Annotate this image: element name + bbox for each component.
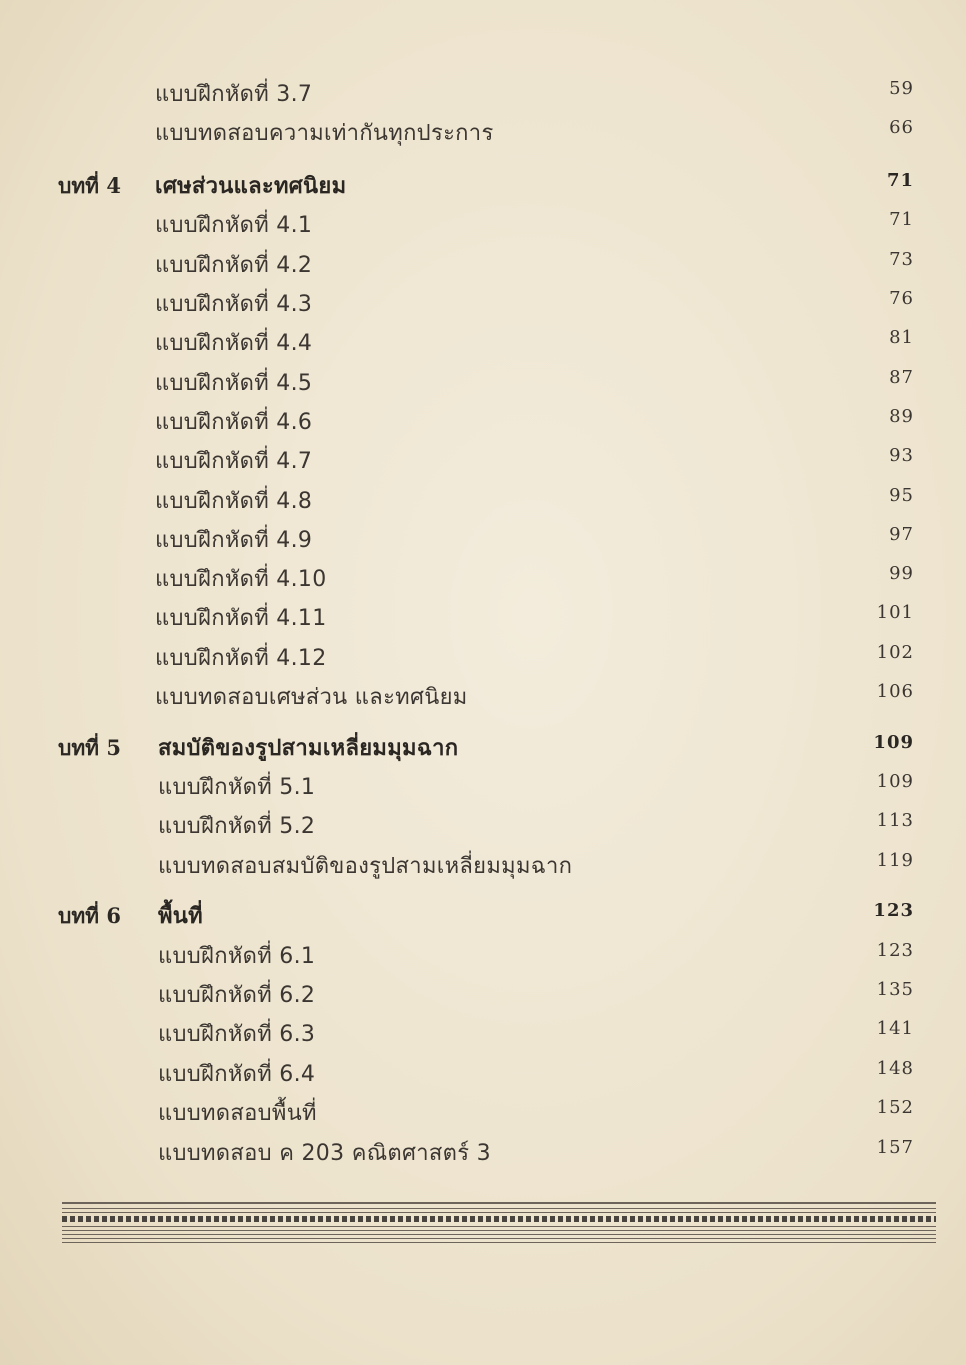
page-number: 113 (876, 810, 914, 831)
toc-entry-row (0, 598, 966, 634)
entry-title: แบบฝึกหัดที่ 4.9 (155, 528, 313, 553)
rule-line-top (62, 1202, 936, 1204)
entry-title: แบบฝึกหัดที่ 6.2 (158, 983, 316, 1008)
entry-title: แบบฝึกหัดที่ 5.1 (158, 775, 316, 800)
page-number: 66 (889, 117, 914, 138)
page-number: 157 (876, 1137, 914, 1158)
toc-entry-row (0, 677, 966, 713)
chapter-label: บทที่ 5 (58, 735, 121, 760)
entry-title: แบบฝึกหัดที่ 4.3 (155, 292, 313, 317)
entry-title: แบบฝึกหัดที่ 6.3 (158, 1022, 316, 1047)
toc-entry-row (0, 363, 966, 399)
entry-title: แบบทดสอบเศษส่วน และทศนิยม (155, 685, 468, 710)
page-number: 152 (876, 1097, 914, 1118)
rule-line (62, 1208, 936, 1209)
chapter-title: สมบัติของรูปสามเหลี่ยมมุมฉาก (158, 736, 459, 761)
entry-title: แบบฝึกหัดที่ 3.7 (155, 82, 313, 107)
toc-entry-row (0, 1014, 966, 1050)
page-number: 119 (876, 850, 914, 871)
page-number: 135 (876, 979, 914, 1000)
rule-line (62, 1238, 936, 1239)
toc-entry-row (0, 767, 966, 803)
entry-title: แบบฝึกหัดที่ 4.5 (155, 371, 313, 396)
toc-entry-row (0, 1133, 966, 1169)
toc-entry-row (0, 441, 966, 477)
entry-title: แบบฝึกหัดที่ 5.2 (158, 814, 316, 839)
entry-title: แบบทดสอบสมบัติของรูปสามเหลี่ยมมุมฉาก (158, 854, 573, 879)
page-number: 89 (889, 406, 914, 427)
rule-line (62, 1226, 936, 1227)
toc-entry-row (0, 1093, 966, 1129)
entry-title: แบบฝึกหัดที่ 4.7 (155, 449, 313, 474)
toc-entry-row (0, 638, 966, 674)
page-number: 101 (876, 602, 914, 623)
toc-entry-row (0, 113, 966, 149)
page-number: 59 (889, 78, 914, 99)
entry-title: แบบฝึกหัดที่ 4.6 (155, 410, 313, 435)
toc-chapter-row (0, 728, 966, 764)
entry-title: แบบฝึกหัดที่ 6.4 (158, 1062, 316, 1087)
page-number: 141 (876, 1018, 914, 1039)
page-number: 148 (876, 1058, 914, 1079)
chapter-title: เศษส่วนและทศนิยม (155, 174, 347, 199)
page-number: 106 (876, 681, 914, 702)
chapter-label: บทที่ 4 (58, 173, 121, 198)
page-number: 93 (889, 445, 914, 466)
toc-entry-row (0, 559, 966, 595)
toc-entry-row (0, 402, 966, 438)
page-number: 81 (889, 327, 914, 348)
rule-line (62, 1212, 936, 1213)
entry-title: แบบฝึกหัดที่ 4.2 (155, 253, 313, 278)
rule-dash-pattern (62, 1216, 936, 1222)
page-number: 123 (873, 900, 914, 921)
toc-entry-row (0, 520, 966, 556)
toc-entry-row (0, 323, 966, 359)
page-number: 95 (889, 485, 914, 506)
chapter-title: พื้นที่ (158, 904, 203, 929)
page-number: 109 (873, 732, 914, 753)
toc-entry-row (0, 936, 966, 972)
rule-line (62, 1230, 936, 1231)
page-number: 87 (889, 367, 914, 388)
page-number: 71 (889, 209, 914, 230)
chapter-label: บทที่ 6 (58, 903, 121, 928)
rule-line (62, 1234, 936, 1235)
page-number: 123 (876, 940, 914, 961)
toc-entry-row (0, 1054, 966, 1090)
entry-title: แบบฝึกหัดที่ 4.1 (155, 213, 313, 238)
page-number: 102 (876, 642, 914, 663)
page-number: 73 (889, 249, 914, 270)
toc-entry-row (0, 284, 966, 320)
entry-title: แบบฝึกหัดที่ 4.4 (155, 331, 313, 356)
toc-entry-row (0, 74, 966, 110)
entry-title: แบบทดสอบความเท่ากันทุกประการ (155, 121, 494, 146)
entry-title: แบบฝึกหัดที่ 6.1 (158, 944, 316, 969)
entry-title: แบบฝึกหัดที่ 4.8 (155, 489, 313, 514)
entry-title: แบบฝึกหัดที่ 4.10 (155, 567, 327, 592)
entry-title: แบบฝึกหัดที่ 4.11 (155, 606, 327, 631)
toc-entry-row (0, 205, 966, 241)
page-number: 71 (886, 170, 914, 191)
toc-entry-row (0, 846, 966, 882)
page-number: 76 (889, 288, 914, 309)
toc-chapter-row (0, 166, 966, 202)
toc-chapter-row (0, 896, 966, 932)
page-number: 99 (889, 563, 914, 584)
page-number: 97 (889, 524, 914, 545)
entry-title: แบบทดสอบ ค 203 คณิตศาสตร์ 3 (158, 1141, 491, 1166)
entry-title: แบบทดสอบพื้นที่ (158, 1101, 317, 1126)
toc-entry-row (0, 245, 966, 281)
rule-line-bottom (62, 1242, 936, 1243)
decorative-border-rule (62, 1200, 936, 1246)
toc-entry-row (0, 806, 966, 842)
entry-title: แบบฝึกหัดที่ 4.12 (155, 646, 327, 671)
page-number: 109 (876, 771, 914, 792)
toc-entry-row (0, 481, 966, 517)
toc-entry-row (0, 975, 966, 1011)
